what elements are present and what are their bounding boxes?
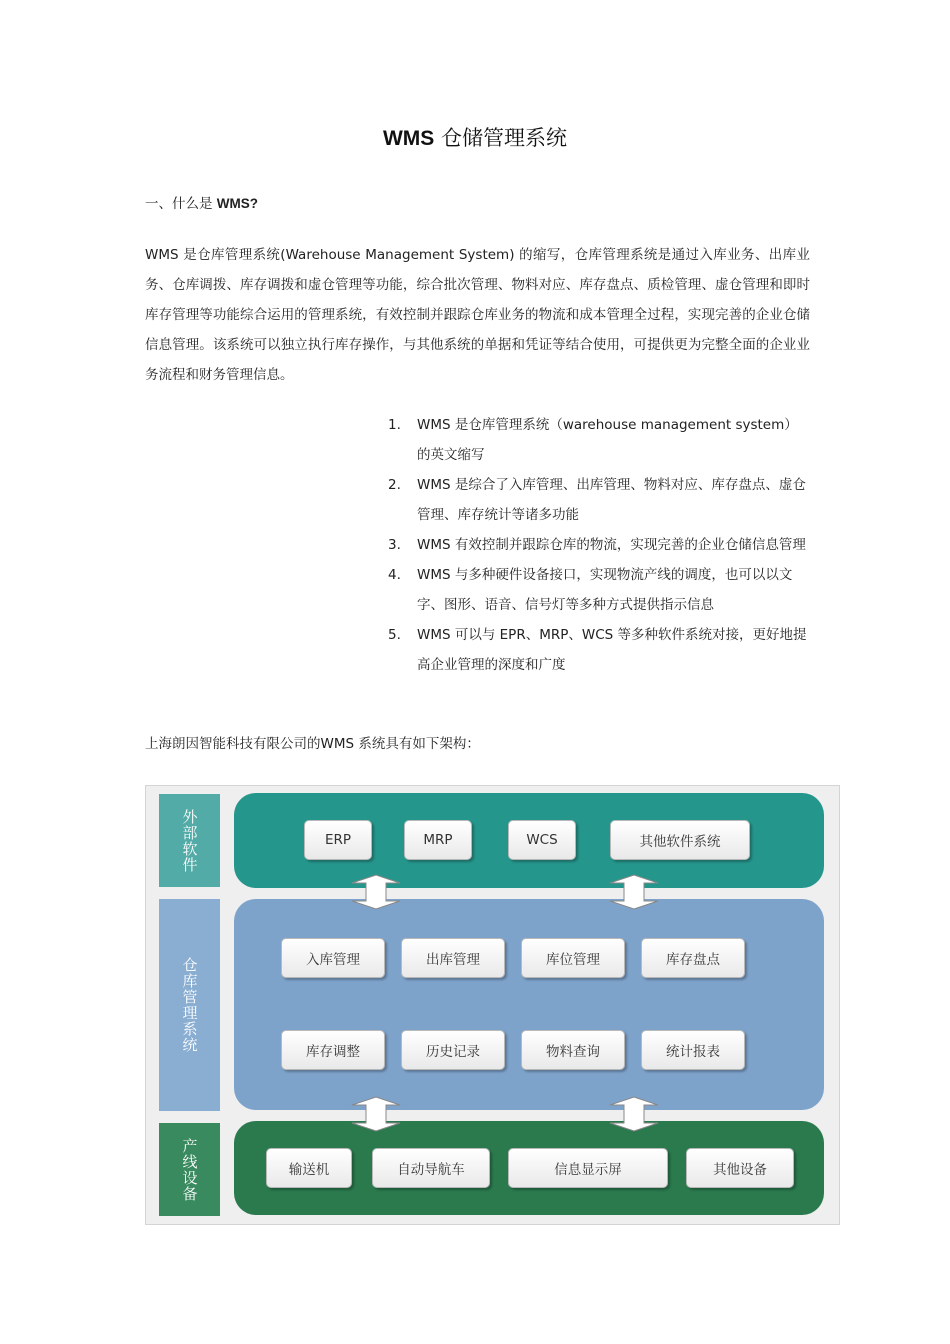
info-display-box: 信息显示屏 [508,1148,668,1188]
layer-label-devices: 产线设备 [159,1123,220,1216]
mrp-box: MRP [404,820,472,860]
double-arrow-icon [609,874,659,910]
other-software-box: 其他软件系统 [610,820,750,860]
other-devices-box: 其他设备 [686,1148,794,1188]
list-item: 5. WMS 可以与 EPR、MRP、WCS 等多种软件系统对接，更好地提高企业管理的深度和广度 [388,627,807,673]
double-arrow-icon [351,874,401,910]
layer-label-wms: 仓库管理系统 [159,899,220,1111]
double-arrow-icon [609,1096,659,1132]
location-management-box: 库位管理 [521,938,625,978]
stocktaking-box: 库存盘点 [641,938,745,978]
statistics-report-box: 统计报表 [641,1030,745,1070]
list-item: 1. WMS 是仓库管理系统（warehouse management system）的英文缩写 [388,417,798,463]
double-arrow-icon [351,1096,401,1132]
history-box: 历史记录 [401,1030,505,1070]
architecture-intro: 上海朗因智能科技有限公司的WMS 系统具有如下架构： [145,736,480,752]
list-item: 4. WMS 与多种硬件设备接口，实现物流产线的调度，也可以以文字、图形、语音、信号灯等多种方式提供指示信息 [388,567,793,613]
inventory-adjustment-box: 库存调整 [281,1030,385,1070]
outbound-management-box: 出库管理 [401,938,505,978]
wms-band [234,899,824,1110]
architecture-diagram [145,785,840,1225]
list-item: 2. WMS 是综合了入库管理、出库管理、物料对应、库存盘点、虚仓管理、库存统计等诸多功能 [388,477,806,523]
erp-box: ERP [304,820,372,860]
wcs-box: WCS [508,820,576,860]
feature-list [388,410,808,680]
section-heading: 一、什么是 WMS? [145,196,259,212]
list-item: 3. WMS 有效控制并跟踪仓库的物流，实现完善的企业仓储信息管理 [388,537,806,553]
intro-paragraph: WMS 是仓库管理系统(Warehouse Management System) 的缩写，仓库管理系统是通过入库业务、出库业务、仓库调拨、库存调拨和虚仓管理等功能，综合批次管理、物料对应、库存盘点、质检管理、虚仓管理和即时库存管理等功能综合运用的管理系统，有效控制并跟踪仓库业务的物流和成本管理全过程，实现完善的企业仓储信息管理。该系统可以独立执行库存操作，与其他系统的单据和凭证等结合使用，可提供更为完整全面的企业业务流程和财务管理信息。 [145,247,810,383]
conveyor-box: 输送机 [266,1148,352,1188]
page-title: WMS 仓储管理系统 [382,126,567,150]
inbound-management-box: 入库管理 [281,938,385,978]
layer-label-external: 外部软件 [159,794,220,887]
agv-box: 自动导航车 [372,1148,490,1188]
material-query-box: 物料查询 [521,1030,625,1070]
